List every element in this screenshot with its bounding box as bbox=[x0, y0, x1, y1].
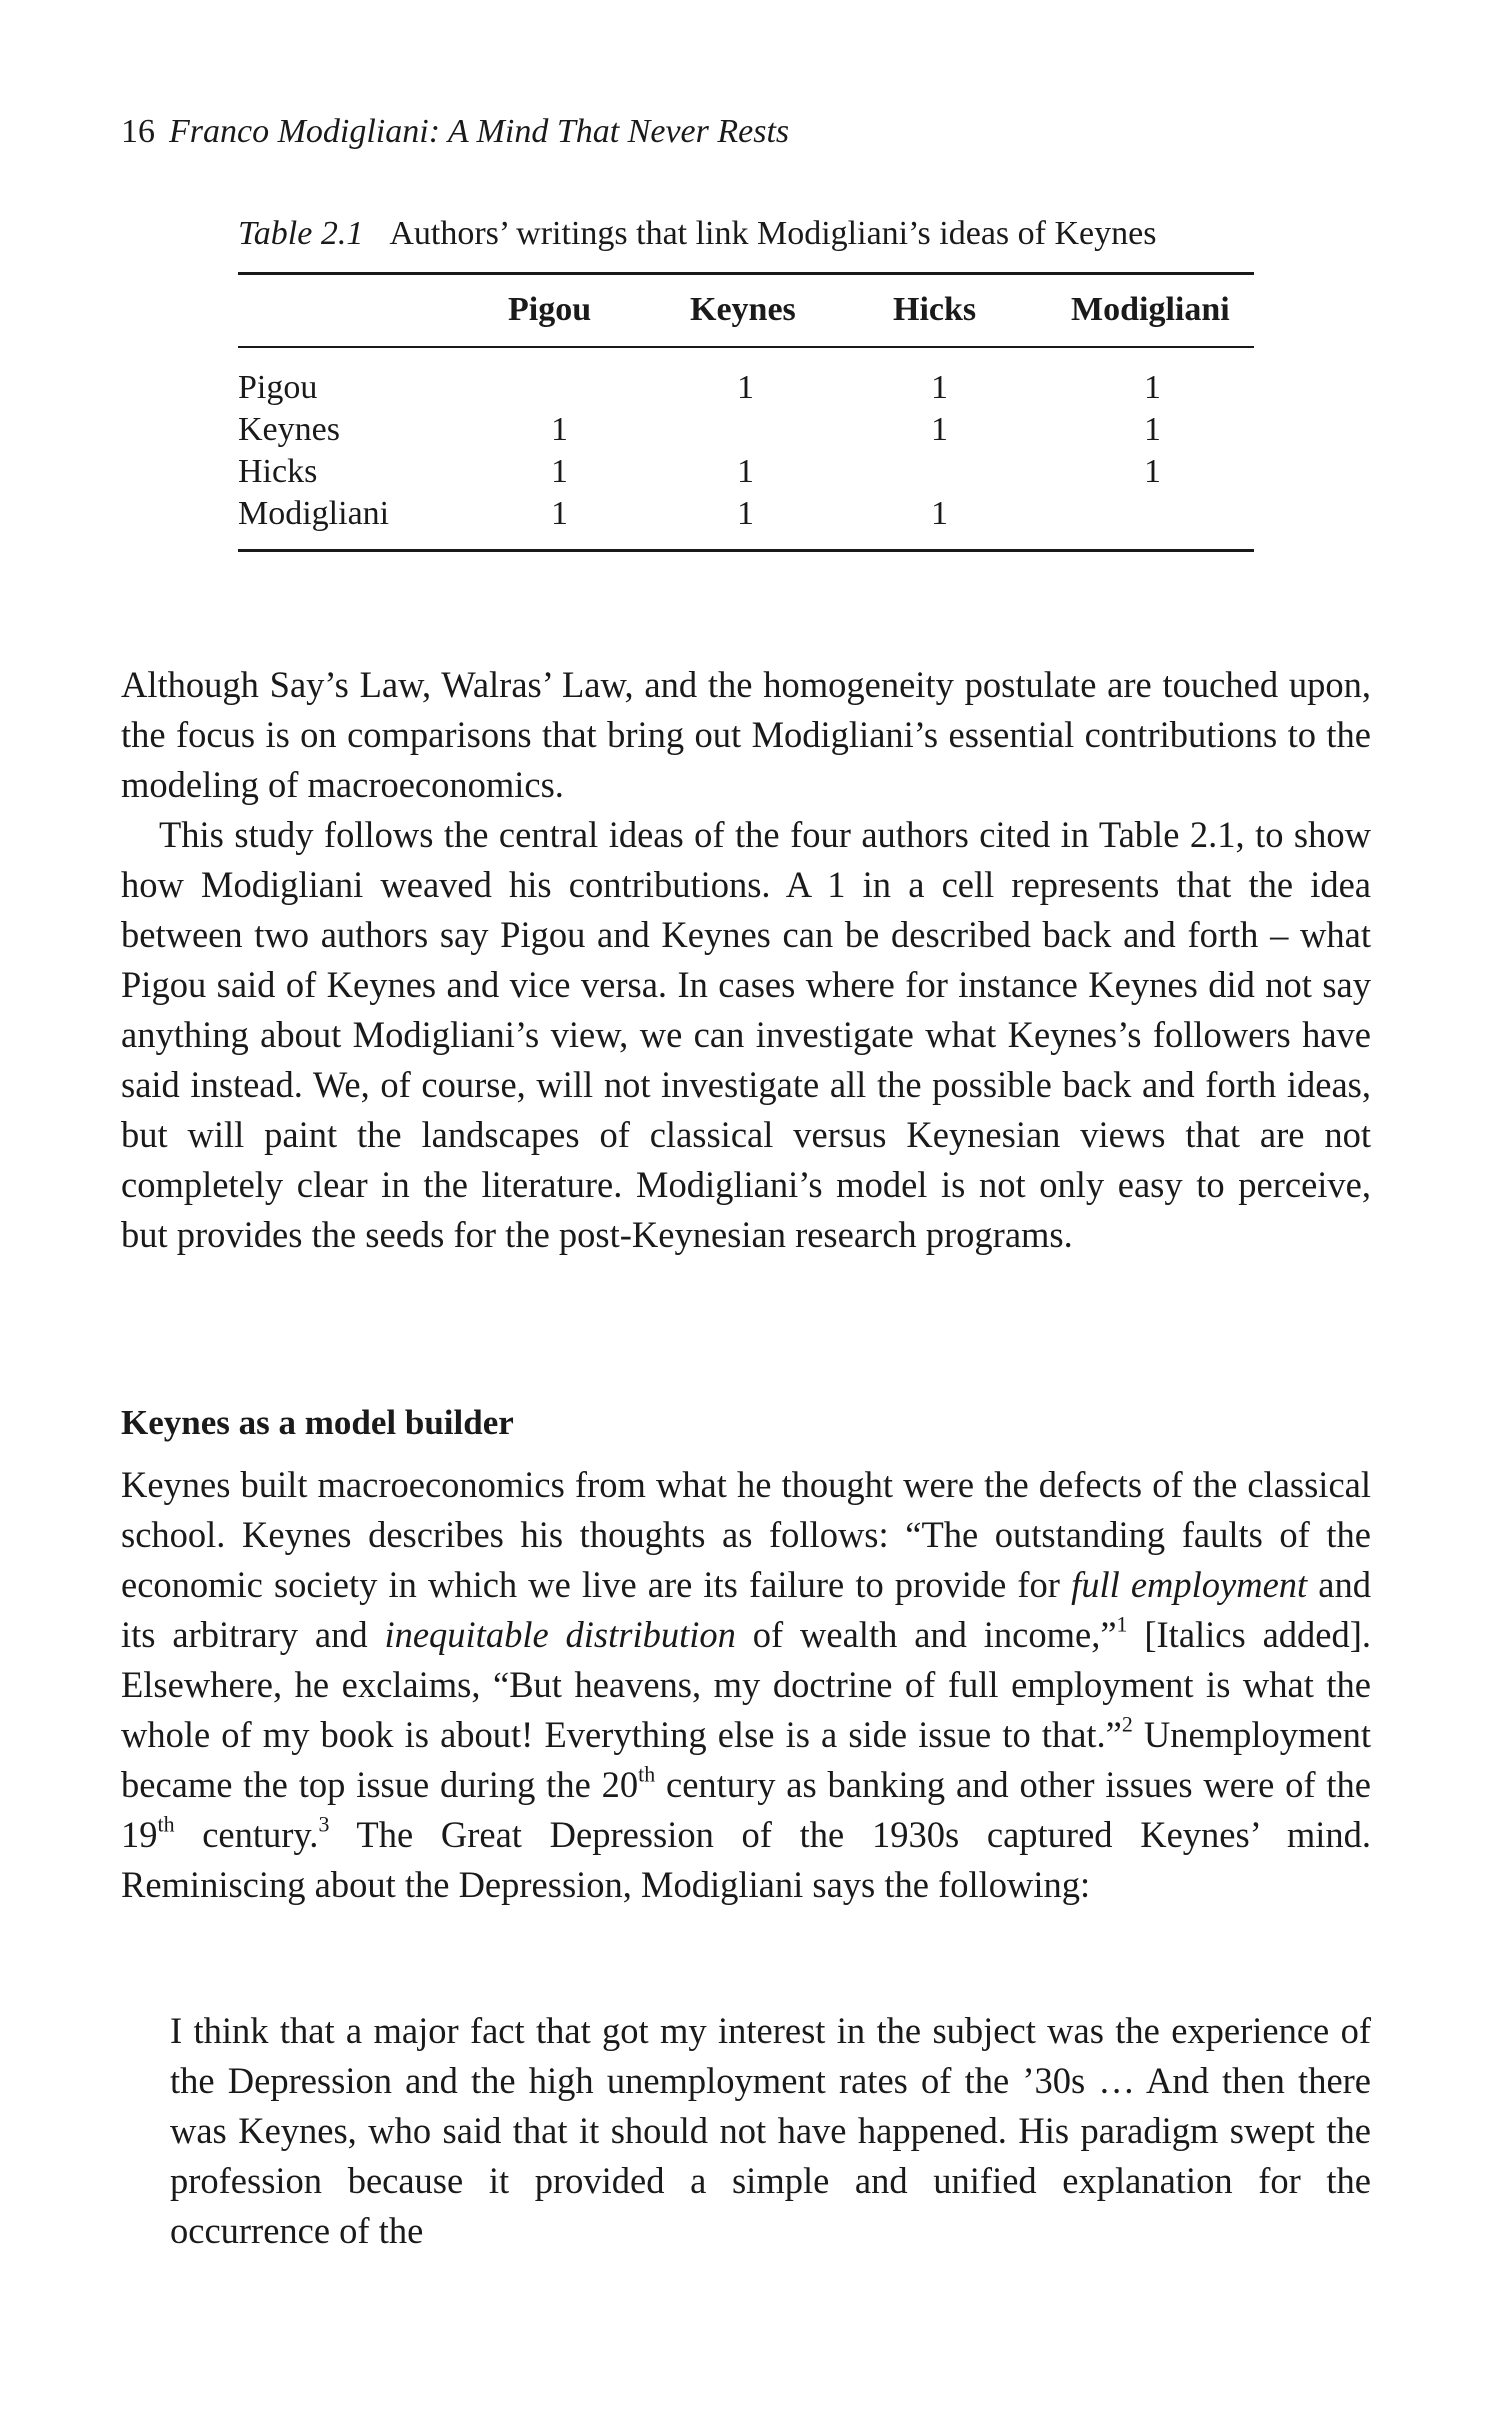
table-caption bbox=[238, 210, 1156, 258]
text-run: century. bbox=[174, 1814, 319, 1855]
table-cell: 1 bbox=[551, 495, 568, 532]
text-run: The Great Depression of the 1930s captured Keynes’ mind. Reminiscing about the Depression, Modigliani says the following: bbox=[121, 1814, 1371, 1905]
table-cell: 1 bbox=[737, 495, 754, 532]
row-label: Modigliani bbox=[238, 495, 390, 532]
row-label: Keynes bbox=[238, 411, 340, 448]
table-cell: 1 bbox=[737, 453, 754, 490]
ordinal-suffix: th bbox=[157, 1811, 175, 1837]
table-row bbox=[238, 448, 1254, 490]
table-cell: 1 bbox=[1144, 369, 1161, 406]
page-number: 16 bbox=[121, 113, 155, 150]
paragraph-keynes bbox=[121, 1460, 1371, 1910]
column-header: Keynes bbox=[690, 291, 796, 328]
ordinal-suffix: th bbox=[638, 1761, 656, 1787]
table-header-row bbox=[238, 286, 1254, 334]
table-cell: 1 bbox=[1144, 411, 1161, 448]
footnote-ref: 3 bbox=[318, 1811, 330, 1837]
text-run: of wealth and income,” bbox=[735, 1614, 1117, 1655]
footnote-ref: 1 bbox=[1116, 1611, 1128, 1637]
table-cell: 1 bbox=[551, 453, 568, 490]
table-top-rule bbox=[238, 272, 1254, 275]
table-cell: 1 bbox=[551, 411, 568, 448]
table-row bbox=[238, 364, 1254, 406]
text-run: Keynes built macroeconomics from what he thought were the defects of the classical school. Keynes describes his thoughts as follows: “The outstanding faults of the economic society in which we live are its failure to provide for bbox=[121, 1464, 1371, 1605]
footnote-ref: 2 bbox=[1121, 1711, 1133, 1737]
column-header: Pigou bbox=[508, 291, 592, 328]
column-header: Modigliani bbox=[1071, 291, 1230, 328]
column-header: Hicks bbox=[893, 291, 977, 328]
paragraph-study: This study follows the central ideas of the four authors cited in Table 2.1, to show how Modigliani weaved his contributions. A 1 in a cell represents that the idea between two authors say Pigou and Keynes can be described back and forth – what Pigou said of Keynes and vice versa. In cases where for instance Keynes did not say anything about Modigliani’s view, we can investigate what Keynes’s followers have said instead. We, of course, will not investigate all the possible back and forth ideas, but will paint the landscapes of classical versus Keynesian views that are not completely clear in the literature. Modigliani’s model is not only easy to perceive, but provides the seeds for the post-Keynesian research programs. bbox=[121, 814, 1371, 1255]
table-cell: 1 bbox=[931, 369, 948, 406]
table-caption-text: Authors’ writings that link Modigliani’s ideas of Keynes bbox=[389, 215, 1157, 252]
running-head bbox=[121, 108, 789, 156]
text-run: and its arbitrary and bbox=[121, 1564, 1371, 1655]
book-title: Franco Modigliani: A Mind That Never Rests bbox=[169, 113, 790, 150]
table-row bbox=[238, 406, 1254, 448]
table-cell: 1 bbox=[1144, 453, 1161, 490]
text-run: [Italics added]. Elsewhere, he exclaims, “But heavens, my doctrine of full employment is what the whole of my book is about! Everything else is a side issue to that.” bbox=[121, 1614, 1372, 1755]
table-cell: 1 bbox=[737, 369, 754, 406]
text-run: Unemployment became the top issue during the 20 bbox=[121, 1714, 1372, 1805]
paragraph-intro: Although Say’s Law, Walras’ Law, and the homogeneity postulate are touched upon, the focus is on comparisons that bring out Modigliani’s essential contributions to the modeling of macroeconomics. bbox=[121, 664, 1371, 805]
table-row bbox=[238, 490, 1254, 532]
table-body bbox=[238, 364, 1254, 532]
table-bottom-rule bbox=[238, 549, 1254, 552]
table-label: Table 2.1 bbox=[238, 215, 364, 252]
table-header-rule bbox=[238, 346, 1254, 348]
section-heading: Keynes as a model builder bbox=[121, 1403, 514, 1442]
italic-text: full employment bbox=[1071, 1564, 1308, 1605]
text-run: century as banking and other issues were of the 19 bbox=[121, 1764, 1371, 1855]
table-cell: 1 bbox=[931, 495, 948, 532]
table-cell: 1 bbox=[931, 411, 948, 448]
italic-text: inequitable distribution bbox=[384, 1614, 736, 1655]
block-quote: I think that a major fact that got my interest in the subject was the experience of the Depression and the high unemployment rates of the ’30s … And then there was Keynes, who said that it should not have happened. His paradigm swept the profession because it provided a simple and unified explanation for the occurrence of the bbox=[170, 2010, 1371, 2251]
row-label: Pigou bbox=[238, 369, 318, 406]
row-label: Hicks bbox=[238, 453, 318, 490]
